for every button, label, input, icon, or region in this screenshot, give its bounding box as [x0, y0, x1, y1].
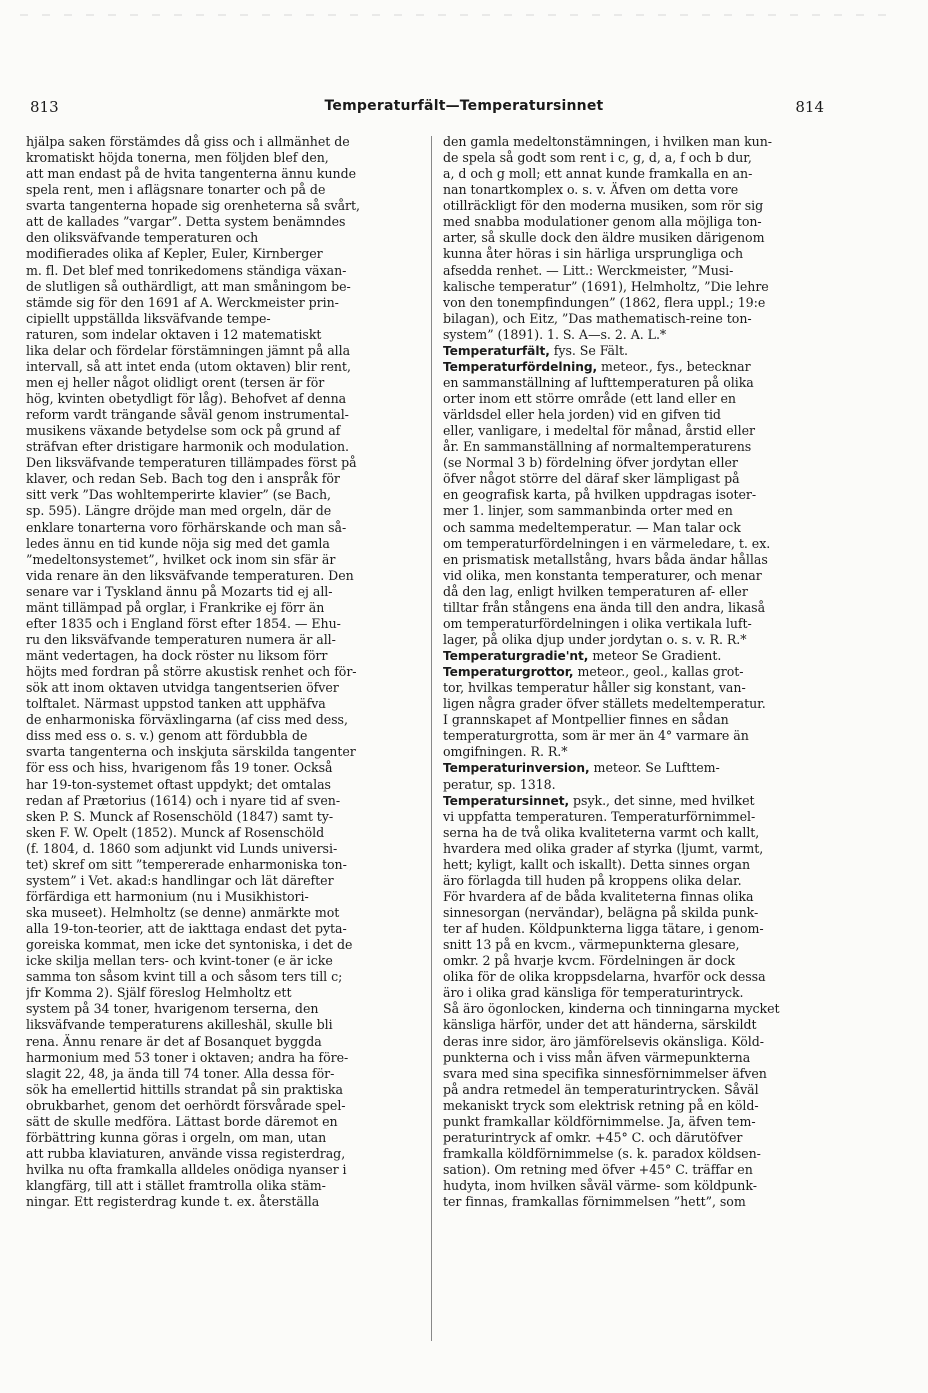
text-line: punkterna och i viss mån äfven värmepunkterna — [443, 1049, 751, 1065]
text-line: a, d och g moll; ett annat kunde framkalla en an- — [443, 166, 753, 182]
text-line: omkr. 2 på hvarje kvcm. Fördelningen är dock — [443, 953, 735, 969]
running-title: Temperaturfält—Temperatursinnet — [324, 98, 604, 114]
text-line: snitt 13 på en kvcm., värmepunkterna glesare, — [443, 937, 740, 953]
text-line: på andra retmedel än temperaturintrycken. Såväl — [443, 1081, 759, 1097]
text-line: mänt vedertagen, ha dock röster nu liksom förr — [26, 648, 328, 663]
text-line: kunna åter höras i sin härliga ursprungliga och — [443, 246, 744, 262]
headword: Temperaturgrottor, — [443, 665, 574, 680]
text-line: sp. 595). Längre dröjde man med orgeln, där de — [26, 503, 332, 519]
text-line: de slutligen så outhärdligt, att man småningom be- — [26, 278, 351, 294]
text-line: samma ton såsom kvint till a och såsom ters till c; — [26, 969, 343, 985]
text-line: ter af huden. Köldpunkterna ligga tätare, i genom- — [443, 921, 764, 937]
text-line: den gamla medeltonstämningen, i hvilken man kun- — [443, 134, 773, 149]
text-line: världsdel eller hela jorden) vid en gifven tid — [443, 407, 721, 423]
text-line: år. En sammanställning af normaltemperaturens — [443, 439, 752, 455]
text-line: framkalla köldförnimmelse (s. k. paradox köldsen- — [443, 1145, 761, 1161]
text-line: klangfärg, till att i stället framtrolla olika stäm- — [26, 1178, 326, 1194]
text-line: ningar. Ett registerdrag kunde t. ex. återställa — [26, 1194, 320, 1210]
text-line: vi uppfatta temperaturen. Temperaturförnimmel- — [443, 808, 756, 824]
text-line: sitt verk ”Das wohltemperirte klavier” (se Bach, — [26, 487, 331, 503]
text-line: med snabba modulationer genom alla möjliga ton- — [443, 214, 762, 230]
text-line: obrukbarhet, genom det oerhördt försvårade spel- — [26, 1097, 346, 1113]
page-number-right: 814 — [795, 98, 824, 116]
text-line: öfver något större del däraf sker lämpligast på — [443, 471, 740, 487]
text-line: ter finnas, framkallas förnimmelsen ”hett”, som — [443, 1194, 746, 1210]
text-line: jfr Komma 2). Själf föreslog Helmholtz ett — [26, 985, 292, 1001]
text-line: hett; kyligt, kallt och iskallt). Detta sinnes organ — [443, 856, 751, 872]
text-line: svarta tangenterna hopade sig orenheterna så svårt, — [26, 198, 360, 214]
text-line: sinnesorgan (nervändar), belägna på skilda punk- — [443, 905, 759, 920]
text-line: von den tonempfindungen” (1862, flera uppl.; 19:e — [443, 294, 766, 310]
text-line: arter, så skulle dock den äldre musiken därigenom — [443, 230, 765, 246]
text-line: tilltar från stångens ena ända till den andra, likaså — [443, 599, 766, 615]
text-line: lika delar och fördelar förstämningen jämnt på alla — [26, 342, 351, 358]
text-line: ska museet). Helmholtz (se denne) anmärkte mot — [26, 905, 340, 920]
text-line: enklare tonarterna voro förhärskande och man så- — [26, 519, 347, 535]
text-line: alla 19-ton-teorier, att de iakttaga endast det pyta- — [26, 921, 347, 937]
text-line: Temperaturgradie'nt, meteor Se Gradient. — [443, 648, 722, 663]
text-line: nan tonartkomplex o. s. v. Äfven om detta vore — [443, 182, 739, 198]
text-line: tet) skref om sitt ”tempererade enharmoniska ton- — [26, 856, 347, 872]
text-line: reform vardt trängande såväl genom instrumental- — [26, 407, 349, 423]
text-line: För hvardera af de båda kvaliteterna finnas olika — [443, 888, 754, 904]
text-line: lager, på olika djup under jordytan o. s. v. R. R.* — [443, 631, 747, 647]
text-line: tor, hvilkas temperatur håller sig konstant, van- — [443, 680, 746, 696]
text-line: tolftalet. Närmast uppstod tanken att upphäfva — [26, 696, 326, 712]
headword: Temperatursinnet, — [443, 793, 570, 808]
text-line: slagit 22, 48, ja ända till 74 toner. Alla dessa för- — [26, 1065, 335, 1081]
text-line: ledes ännu en tid kunde nöja sig med det gamla — [26, 535, 330, 551]
text-line: de spela så godt som rent i c, g, d, a, f och b dur, — [443, 150, 752, 166]
text-line: redan af Prætorius (1614) och i nyare tid af sven- — [26, 792, 341, 808]
text-line: Temperatursinnet, psyk., det sinne, med hvilket — [443, 792, 755, 808]
text-line: olika för de olika kroppsdelarna, hvarför ock dessa — [443, 969, 766, 985]
text-line: sätt de skulle medföra. Lättast borde däremot en — [26, 1113, 338, 1129]
text-line: om temperaturfördelningen i en värmeledare, t. ex. — [443, 535, 771, 551]
text-line: spela rent, men i aflägsnare tonarter och på de — [26, 182, 326, 198]
text-line: peratur, sp. 1318. — [443, 776, 556, 792]
text-line: Så äro ögonlocken, kinderna och tinningarna mycket — [443, 1001, 780, 1017]
text-line: den oliksväfvande temperaturen och — [26, 230, 259, 246]
text-line: system” i Vet. akad:s handlingar och lät därefter — [26, 872, 334, 888]
text-line: svara med sina specifika sinnesförnimmelser äfven — [443, 1065, 767, 1081]
text-line: stämde sig för den 1691 af A. Werckmeister prin- — [26, 294, 339, 310]
text-line: musikens växande betydelse som ock på grund af — [26, 423, 341, 439]
text-line: (f. 1804, d. 1860 som adjunkt vid Lunds universi- — [26, 840, 338, 856]
text-line: om temperaturfördelningen i olika vertikala luft- — [443, 615, 752, 631]
text-line: system” (1891). 1. S. A—s. 2. A. L.* — [443, 326, 667, 342]
text-line: mänt tillämpad på orglar, i Frankrike ej förr än — [26, 599, 325, 615]
text-line: system på 34 toner, hvarigenom terserna, den — [26, 1001, 319, 1017]
text-line: Temperaturinversion, meteor. Se Lufttem- — [443, 760, 720, 776]
text-line: liksväfvande temperaturens akilleshäl, skulle bli — [26, 1017, 333, 1033]
text-line: I grannskapet af Montpellier finnes en sådan — [443, 712, 729, 728]
text-line: temperaturgrotta, som är mer än 4° varmare än — [443, 728, 749, 744]
right-column — [443, 134, 813, 1210]
text-line: icke skilja mellan ters- och kvint-toner (e är icke — [26, 953, 333, 969]
text-line: förfärdiga ett harmonium (nu i Musikhistori- — [26, 888, 309, 904]
text-line: ligen några grader öfver ställets medeltemperatur. — [443, 696, 766, 712]
text-line: orter inom ett större område (ett land eller en — [443, 391, 736, 406]
text-line: eller, vanligare, i medeltal för månad, årstid eller — [443, 423, 755, 439]
text-line: mekaniskt tryck som elektrisk retning på en köld- — [443, 1097, 759, 1113]
text-line: då den lag, enligt hvilken temperaturen af- eller — [443, 583, 748, 599]
text-line: vida renare än den liksväfvande temperaturen. Den — [26, 567, 354, 583]
text-line: peraturintryck af omkr. +45° C. och därutöfver — [443, 1129, 743, 1145]
text-line: de enharmoniska förväxlingarna (af ciss med dess, — [26, 712, 348, 728]
text-line: hvardera med olika grader af styrka (ljumt, varmt, — [443, 840, 764, 856]
text-line: rena. Ännu renare är det af Bosanquet byggda — [26, 1033, 322, 1049]
text-line: Temperaturgrottor, meteor., geol., kallas grot- — [443, 664, 744, 680]
text-line: att rubba klaviaturen, använde vissa registerdrag, — [26, 1145, 346, 1161]
text-line: vid olika, men konstanta temperaturer, och menar — [443, 567, 762, 583]
text-line: en sammanställning af lufttemperaturen på olika — [443, 374, 754, 390]
text-line: punkt framkallar köldförnimmelse. Ja, äfven tem- — [443, 1113, 756, 1129]
text-line: äro i olika grad känsliga för temperaturintryck. — [443, 985, 744, 1001]
text-line: cipiellt uppställda liksväfvande tempe- — [26, 310, 271, 326]
page-number-left: 813 — [30, 98, 59, 116]
text-line: förbättring kunna göras i orgeln, om man, utan — [26, 1129, 327, 1145]
text-line: serna ha de två olika kvaliteterna varmt och kallt, — [443, 824, 760, 840]
text-line: svarta tangenterna och inskjuta särskilda tangenter — [26, 744, 356, 760]
text-line: otillräckligt för den moderna musiken, som rör sig — [443, 198, 764, 214]
text-line: diss med ess o. s. v.) genom att fördubbla de — [26, 728, 308, 744]
text-line: en geografisk karta, på hvilken uppdragas isoter- — [443, 487, 757, 503]
text-line: Temperaturfält, fys. Se Fält. — [443, 342, 628, 358]
text-line: äro förlagda till huden på kroppens olika delar. — [443, 872, 742, 888]
text-line: efter 1835 och i England först efter 1854. — Ehu- — [26, 615, 341, 631]
text-line: goreiska kommat, men icke det syntoniska, i det de — [26, 937, 353, 953]
text-line: sation). Om retning med öfver +45° C. träffar en — [443, 1162, 753, 1177]
text-line: omgifningen. R. R.* — [443, 744, 568, 760]
text-line: m. fl. Det blef med tonrikedomens ständiga växan- — [26, 262, 347, 278]
text-line: hudyta, inom hvilken såväl värme- som köldpunk- — [443, 1178, 757, 1194]
text-line: att de kallades ”vargar”. Detta system benämndes — [26, 214, 346, 230]
text-line: hjälpa saken förstämdes då giss och i allmänhet de — [26, 134, 350, 149]
text-line: mer 1. linjer, som sammanbinda orter med en — [443, 503, 733, 519]
text-line: klaver, och redan Seb. Bach tog den i anspråk för — [26, 471, 340, 487]
text-line: deras inre sidor, äro jämförelsevis okänsliga. Köld- — [443, 1033, 764, 1049]
text-line: bilagan), och Eitz, ”Das mathematisch-reine ton- — [443, 310, 752, 326]
left-column — [26, 134, 418, 1210]
text-line: raturen, som indelar oktaven i 12 matematiskt — [26, 326, 322, 342]
text-line: höjts med fordran på större akustisk renhet och för- — [26, 664, 357, 680]
page-header — [0, 98, 928, 122]
text-line: att man endast på de hvita tangenterna ännu kunde — [26, 166, 356, 182]
text-line: sken F. W. Opelt (1852). Munck af Rosenschöld — [26, 824, 325, 840]
scan-artifact — [20, 14, 900, 16]
text-line: sök ha emellertid hittills strandat på sin praktiska — [26, 1081, 343, 1097]
text-line: hög, kvinten obetydligt för låg). Behofvet af denna — [26, 391, 347, 406]
text-line: sök att inom oktaven utvidga tangentserien öfver — [26, 680, 339, 696]
text-line: sträfvan efter dristigare harmonik och modulation. — [26, 439, 350, 455]
text-line: ru den liksväfvande temperaturen numera är all- — [26, 631, 336, 647]
text-line: Temperaturfördelning, meteor., fys., betecknar — [443, 358, 751, 374]
text-line: kalische temperatur” (1691), Helmholtz, ”Die lehre — [443, 278, 769, 294]
headword: Temperaturfält, — [443, 343, 550, 358]
headword: Temperaturfördelning, — [443, 359, 598, 374]
text-line: har 19-ton-systemet oftast uppdykt; det omtalas — [26, 776, 331, 792]
text-line: Den liksväfvande temperaturen tillämpades först på — [26, 455, 357, 471]
text-line: och samma medeltemperatur. — Man talar ock — [443, 519, 741, 535]
text-line: kromatiskt höjda tonerna, men följden blef den, — [26, 150, 329, 166]
text-line: intervall, så att intet enda (utom oktaven) blir rent, — [26, 358, 351, 374]
text-line: (se Normal 3 b) fördelning öfver jordytan eller — [443, 455, 738, 471]
text-line: men ej heller något olidligt orent (tersen är för — [26, 374, 325, 390]
text-line: känsliga härför, under det att händerna, särskildt — [443, 1017, 757, 1033]
text-line: en prismatisk metallstång, hvars båda ändar hållas — [443, 551, 768, 567]
headword: Temperaturgradie'nt, — [443, 649, 589, 663]
column-divider — [431, 136, 432, 1341]
text-line: harmonium med 53 toner i oktaven; andra ha före- — [26, 1049, 349, 1065]
text-line: hvilka nu ofta framkalla alldeles onödiga nyanser i — [26, 1162, 347, 1177]
text-line: senare var i Tyskland ännu på Mozarts tid ej all- — [26, 583, 333, 599]
text-line: för ess och hiss, hvarigenom fås 19 toner. Också — [26, 760, 333, 776]
text-line: afsedda renhet. — Litt.: Werckmeister, ”Musi- — [443, 262, 734, 278]
text-line: ”medeltonsystemet”, hvilket ock inom sin sfär är — [26, 551, 336, 567]
text-line: modifierades olika af Kepler, Euler, Kirnberger — [26, 246, 323, 262]
text-line: sken P. S. Munck af Rosenschöld (1847) samt ty- — [26, 808, 334, 824]
headword: Temperaturinversion, — [443, 761, 590, 776]
